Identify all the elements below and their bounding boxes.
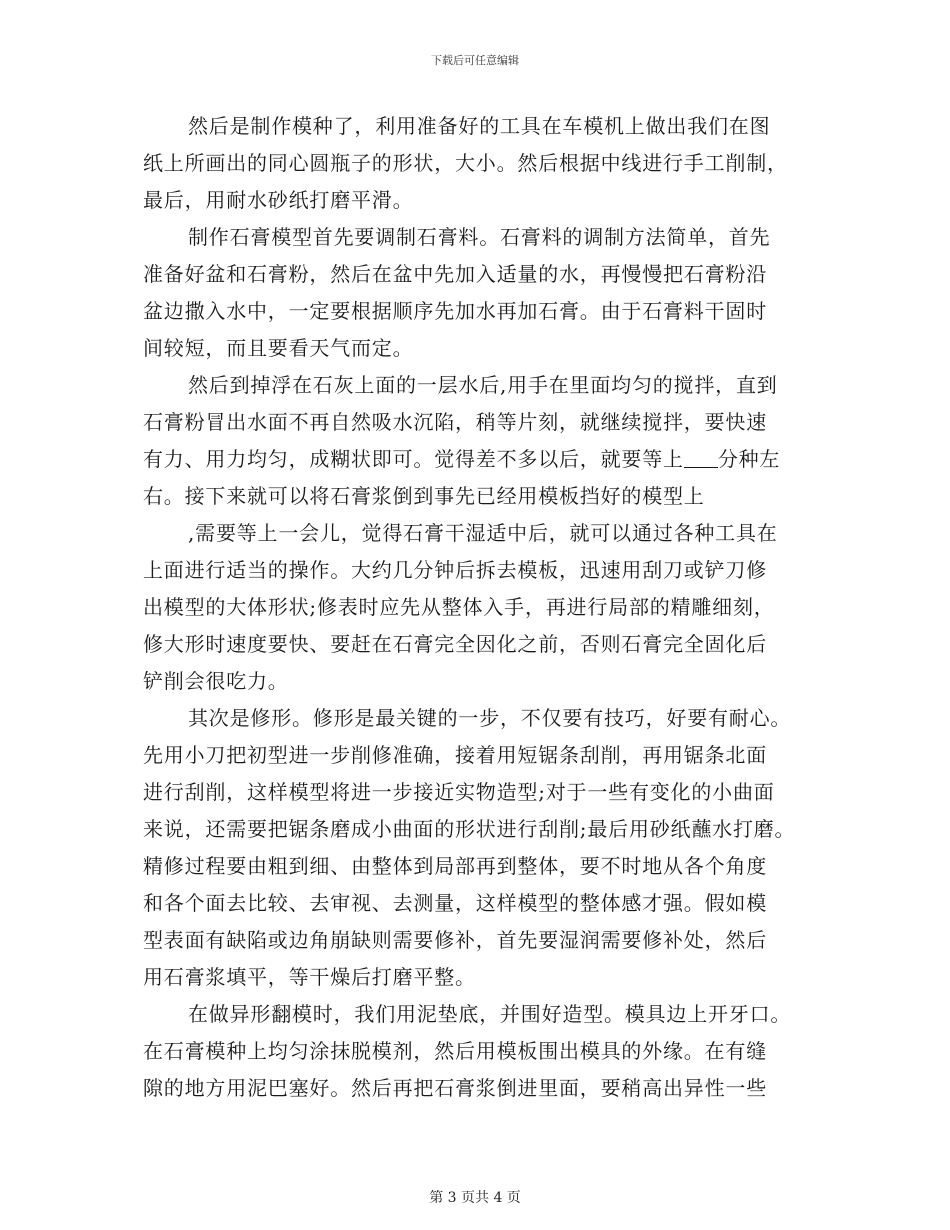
- paragraph-line: 然后到掉浮在石灰上面的一层水后,用手在里面均匀的搅拌，直到: [188, 373, 778, 397]
- paragraph-line: 然后是制作模种了，利用准备好的工具在车模机上做出我们在图: [188, 114, 771, 138]
- paragraph-line: 出模型的大体形状;修表时应先从整体入手，再进行局部的精雕细刻，: [143, 595, 775, 619]
- paragraph-line: 先用小刀把初型进一步削修准确，接着用短锯条刮削，再用锯条北面: [143, 743, 767, 767]
- paragraph-line: 用石膏浆填平，等干燥后打磨平整。: [143, 965, 476, 989]
- paragraph-line: 和各个面去比较、去审视、去测量，这样模型的整体感才强。假如模: [143, 891, 767, 915]
- paragraph-line: 制作石膏模型首先要调制石膏料。石膏料的调制方法简单，首先: [188, 225, 771, 249]
- paragraph-line: 在石膏模种上均匀涂抹脱模剂，然后用模板围出模具的外缘。在有缝: [143, 1039, 767, 1063]
- paragraph-line: 其次是修形。修形是最关键的一步，不仅要有技巧，好要有耐心。: [188, 706, 792, 730]
- fill-in-blank: [684, 445, 718, 468]
- paragraph-line: 修大形时速度要快、要赶在石膏完全因化之前，否则石膏完全固化后: [143, 632, 767, 656]
- paragraph-line: 间较短，而且要看天气而定。: [143, 336, 414, 360]
- paragraph-line: [143, 441, 823, 478]
- paragraph-line: ,需要等上一会儿，觉得石膏干湿适中后，就可以通过各种工具在: [188, 521, 778, 545]
- page-header: 下载后可任意编辑: [431, 54, 519, 67]
- paragraph-line: 上面进行适当的操作。大约几分钟后拆去模板，迅速用刮刀或铲刀修: [143, 558, 767, 582]
- paragraph-line: 盆边撒入水中，一定要根据顺序先加水再加石膏。由于石膏料干固时: [143, 299, 767, 323]
- paragraph-line: 石膏粉冒出水面不再自然吸水沉陷，稍等片刻，就继续搅拌，要快速: [143, 410, 767, 434]
- document-body: [143, 108, 823, 1107]
- paragraph-line: 精修过程要由粗到细、由整体到局部再到整体，要不时地从各个角度: [143, 854, 767, 878]
- paragraph-line: 进行刮削，这样模型将进一步接近实物造型;对于一些有变化的小曲面: [143, 780, 775, 804]
- line-segment: 有力、用力均匀，成糊状即可。觉得差不多以后，就要等上: [143, 447, 684, 471]
- paragraph-line: 纸上所画出的同心圆瓶子的形状，大小。然后根据中线进行手工削制，: [143, 151, 788, 175]
- paragraph-line: 准备好盆和石膏粉，然后在盆中先加入适量的水，再慢慢把石膏粉沿: [143, 262, 767, 286]
- paragraph-line: 在做异形翻模时，我们用泥垫底，并围好造型。模具边上开牙口。: [188, 1002, 792, 1026]
- paragraph-line: 右。接下来就可以将石膏浆倒到事先已经用模板挡好的模型上: [143, 484, 705, 508]
- page-footer: 第 3 页共 4 页: [429, 1190, 521, 1206]
- paragraph-line: 最后，用耐水砂纸打磨平滑。: [143, 188, 414, 212]
- paragraph-line: 隙的地方用泥巴塞好。然后再把石膏浆倒进里面，要稍高出异性一些: [143, 1076, 767, 1100]
- paragraph-line: 型表面有缺陷或边角崩缺则需要修补，首先要湿润需要修补处，然后: [143, 928, 767, 952]
- paragraph-line: 来说，还需要把锯条磨成小曲面的形状进行刮削;最后用砂纸蘸水打磨。: [143, 817, 796, 841]
- paragraph-line: 铲削会很吃力。: [143, 669, 289, 693]
- line-segment: 分种左: [717, 447, 781, 471]
